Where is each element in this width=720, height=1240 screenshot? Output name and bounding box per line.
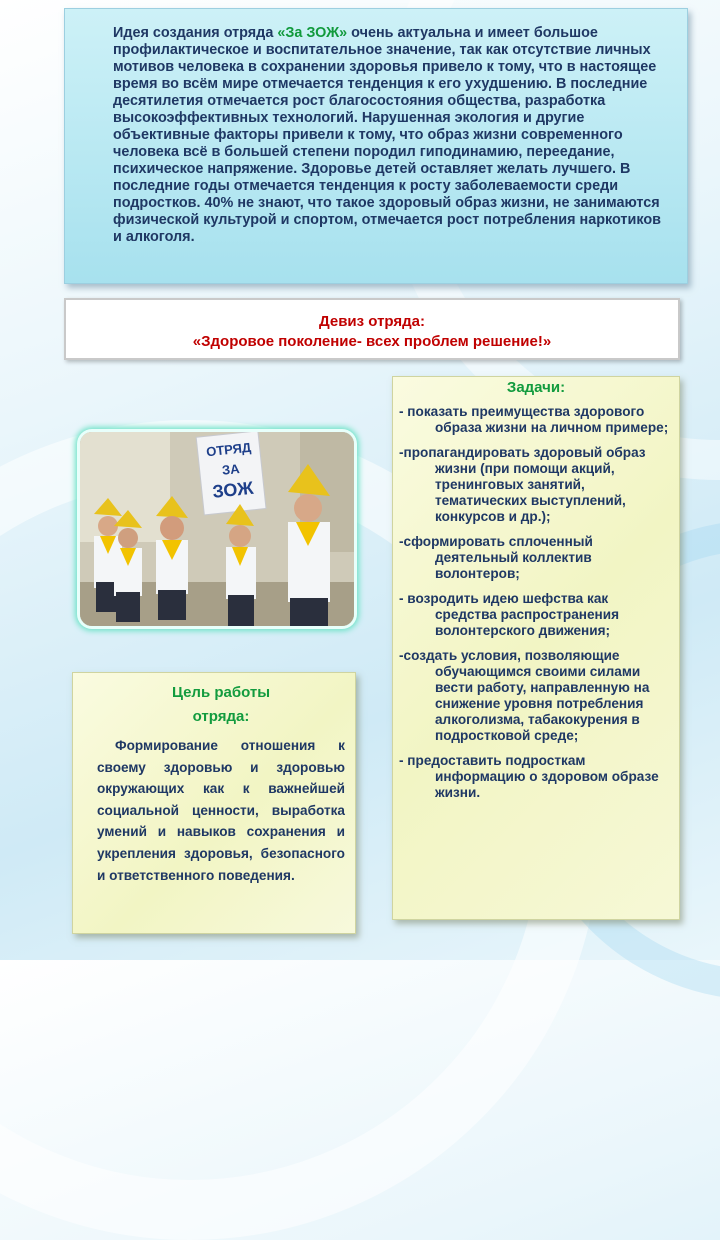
goal-title-line2: отряда: <box>192 708 250 725</box>
tasks-panel <box>392 376 680 920</box>
goal-text: Формирование отношения к своему здоровью и здоровью окружающих как к важнейшей социальной ценности, выработка умений и навыков сохранения и укрепления здоровья, безопасного и ответственного поведения. <box>97 738 345 883</box>
squad-sign <box>196 432 266 515</box>
motto-title: Девиз отряда: <box>319 313 425 330</box>
task-item: -пропагандировать здоровый образ жизни (при помощи акций, тренинговых занятий, тематических выступлений, конкурсов и др.); <box>399 445 646 524</box>
child-figure <box>156 496 188 620</box>
intro-text <box>113 25 667 246</box>
intro-text-rest: очень актуальна и имеет большое профилактическое и воспитательное значение, так как отсутствие личных мотивов человека в сохранении здоровья привело к тому, что в настоящее время во всём мире отмечается тенденция к его ухудшению. В последние десятилетия отмечается рост благосостояния общества, разработка высокоэффективных технологий. Нарушенная экология и другие объективные факторы привели к тому, что образ жизни современного человека всё в большей степени породил гиподинамию, переедание, психическое напряжение. Здоровье детей оставляет желать лучшего. В последние годы отмечается тенденция к росту заболеваемости среди подростков. 40% не знают, что такое здоровый образ жизни, не занимаются физической культурой и спортом, отмечается рост потребления наркотиков и алкоголя. <box>113 25 661 245</box>
goal-title <box>97 681 345 729</box>
motto-text: «Здоровое поколение- всех проблем решение!» <box>192 333 552 350</box>
task-item: - предоставить подросткам информацию о здоровом образе жизни. <box>399 753 659 800</box>
sign-line-2: ЗА <box>221 461 241 478</box>
task-item: -сформировать сплоченный деятельный коллектив волонтеров; <box>399 534 593 581</box>
goal-panel <box>72 672 356 934</box>
task-item: - показать преимущества здорового образа жизни на личном примере; <box>399 404 669 435</box>
squad-name: «За ЗОЖ» <box>277 25 348 41</box>
child-figure <box>288 464 330 626</box>
sign-line-3: ЗОЖ <box>211 477 255 502</box>
intro-text-start: Идея создания отряда <box>113 25 278 41</box>
goal-title-line1: Цель работы <box>171 684 271 701</box>
child-figure <box>226 504 256 626</box>
sign-line-1: ОТРЯД <box>205 439 252 460</box>
squad-photo-illustration <box>80 432 354 626</box>
tasks-title: Задачи: <box>506 379 566 396</box>
task-item: - возродить идею шефства как средства распространения волонтерского движения; <box>399 591 620 638</box>
squad-photo <box>80 432 354 626</box>
task-item: -создать условия, позволяющие обучающимся своими силами вести работу, направленную на снижение уровня потребления алкоголизма, табакокурения в подростковой среде; <box>399 648 650 743</box>
intro-panel <box>64 8 688 284</box>
motto-panel <box>64 298 680 360</box>
